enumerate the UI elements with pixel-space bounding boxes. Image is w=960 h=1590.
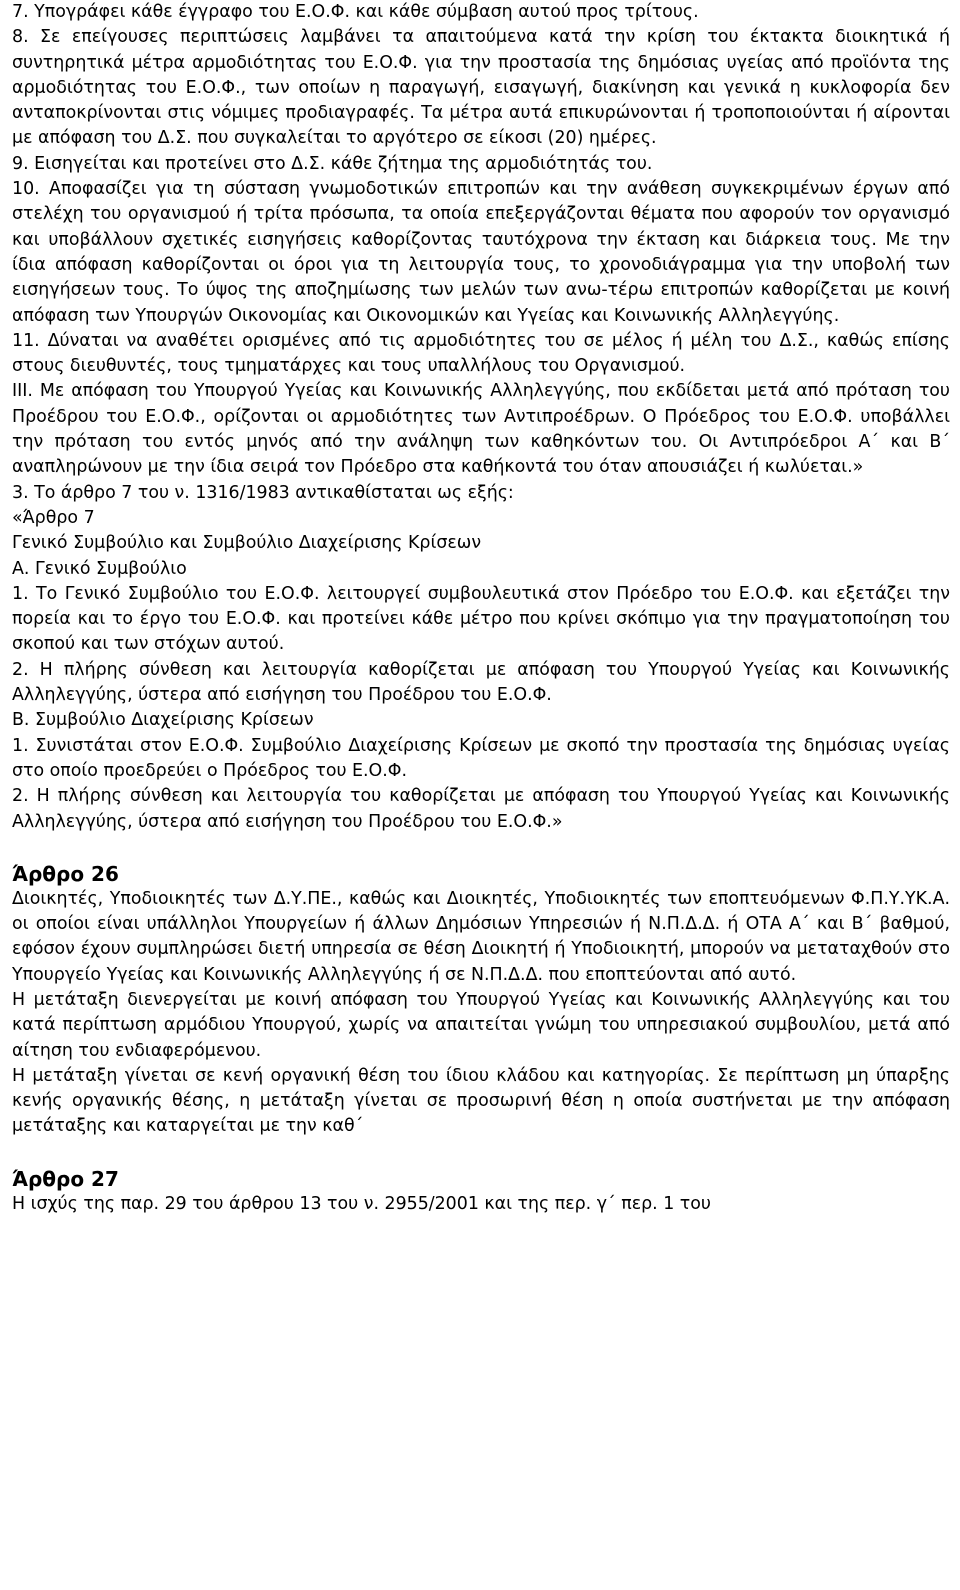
article-27-heading: Άρθρο 27 <box>12 1166 119 1191</box>
paragraph-11: 11. Δύναται να αναθέτει ορισμένες από τις αρμοδιότητες του σε μέλος ή μέλη του Δ.Σ., καθώς επίσης στους διευθυντές, τους τμηματάρχες και τους υπαλλήλους του Οργανισμού. <box>12 330 950 377</box>
article-27-paragraph-1: Η ισχύς της παρ. 29 του άρθρου 13 του ν. 2955/2001 και της περ. γ΄ περ. 1 του <box>12 1193 711 1214</box>
section-b-paragraph-2: 2. Η πλήρης σύνθεση και λειτουργία του καθορίζεται με απόφαση του Υπουργού Υγείας και Κοινωνικής Αλληλεγγύης, ύστερα από εισήγηση του Προέδρου του Ε.Ο.Φ.» <box>12 786 950 832</box>
paragraph-9: 9. Εισηγείται και προτείνει στο Δ.Σ. κάθε ζήτημα της αρμοδιότητάς του. <box>12 153 653 174</box>
article-7-title: «Άρθρο 7 <box>12 507 95 528</box>
spacer <box>12 1140 950 1166</box>
article-26-paragraph-3: Η μετάταξη γίνεται σε κενή οργανική θέση του ίδιου κλάδου και κατηγορίας. Σε περίπτωση μη ύπαρξης κενής οργανικής θέσης, η μετάταξη γίνεται σε προσωρινή θέση η οποία συστήνεται με την απόφαση μετάταξης και καταργείται με την καθ΄ <box>12 1065 950 1137</box>
article-7-subtitle: Γενικό Συμβούλιο και Συμβούλιο Διαχείρισης Κρίσεων <box>12 533 482 554</box>
paragraph-10: 10. Αποφασίζει για τη σύσταση γνωμοδοτικών επιτροπών και την ανάθεση συγκεκριμένων έργων από στελέχη του οργανισμού ή τρίτα πρόσωπα, τα οποία επεξεργάζονται θέματα που αφορούν τον οργανισμό και υποβάλλουν σχετικές εισηγήσεις καθορίζοντας ταυτόχρονα την έκταση και διάρκεια τους. Με την ίδια απόφαση καθορίζονται οι όροι για τη λειτουργία τους, το χρονοδιάγραμμα για την υποβολή των εισηγήσεων τους. Το ύψος της αποζημίωσης των μελών των ανω-τέρω επιτροπών καθορίζεται με κοινή απόφαση των Υπουργών Οικονομίας και Οικονομικών και Υγείας και Κοινωνικής Αλληλεγγύης. <box>12 179 950 326</box>
spacer <box>12 835 950 861</box>
article-26-paragraph-2: Η μετάταξη διενεργείται με κοινή απόφαση του Υπουργού Υγείας και Κοινωνικής Αλληλεγγύης και του κατά περίπτωση αρμόδιου Υπουργού, χωρίς να απαιτείται γνώμη του υπηρεσιακού συμβουλίου, μετά από αίτηση του ενδιαφερόμενου. <box>12 989 950 1061</box>
section-b-paragraph-1: 1. Συνιστάται στον Ε.Ο.Φ. Συμβούλιο Διαχείρισης Κρίσεων με σκοπό την προστασία της δημόσιας υγείας στο οποίο προεδρεύει ο Πρόεδρος του Ε.Ο.Φ. <box>12 735 950 781</box>
article-26-paragraph-1: Διοικητές, Υποδιοικητές των Δ.Υ.ΠΕ., καθώς και Διοικητές, Υποδιοικητές των εποπτευόμενων Φ.Π.Υ.ΥΚ.Α. οι οποίοι είναι υπάλληλοι Υπουργείων ή άλλων Δημόσιων Υπηρεσιών ή Ν.Π.Δ.Δ. ή ΟΤΑ Α΄ και Β΄ βαθμού, εφόσον έχουν συμπληρώσει διετή υπηρεσία σε θέση Διοικητή ή Υποδιοικητή, μπορούν να μεταταχθούν στο Υπουργείο Υγείας και Κοινωνικής Αλληλεγγύης ή σε Ν.Π.Δ.Δ. που εποπτεύονται από αυτό. <box>12 888 950 985</box>
paragraph-iii: ΙΙΙ. Με απόφαση του Υπουργού Υγείας και Κοινωνικής Αλληλεγγύης, που εκδίδεται μετά από πρόταση του Προέδρου του Ε.Ο.Φ., ορίζονται οι αρμοδιότητες των Αντιπροέδρων. Ο Πρόεδρος του Ε.Ο.Φ. υποβάλλει την πρόταση του εντός μηνός από την ανάληψη των καθηκόντων του. Οι Αντιπρόεδροι Α΄ και Β΄ αναπληρώνουν με την ίδια σειρά τον Πρόεδρο στα καθήκοντά του όταν απουσιάζει ή κωλύεται.» <box>12 381 950 478</box>
paragraph-8: 8. Σε επείγουσες περιπτώσεις λαμβάνει τα απαιτούμενα κατά την κρίση του έκτακτα διοικητικά ή συντηρητικά μέτρα αρμοδιότητας του Ε.Ο.Φ. για την προστασία της δημόσιας υγείας από προϊόντα της αρμοδιότητας του Ε.Ο.Φ., των οποίων η παραγωγή, εισαγωγή, διακίνηση και γενικά η κυκλοφορία δεν ανταποκρίνονται στις νόμιμες προδιαγραφές. Τα μέτρα αυτά επικυρώνονται ή τροποποιούνται ή αίρονται με απόφαση του Δ.Σ. που συγκαλείται το αργότερο σε είκοσι (20) ημέρες. <box>12 27 950 149</box>
paragraph-3: 3. Το άρθρο 7 του ν. 1316/1983 αντικαθίσταται ως εξής: <box>12 482 514 503</box>
section-a-title: Α. Γενικό Συμβούλιο <box>12 558 187 579</box>
document-body <box>12 0 950 1217</box>
section-a-paragraph-1: 1. Το Γενικό Συμβούλιο του Ε.Ο.Φ. λειτουργεί συμβουλευτικά στον Πρόεδρο του Ε.Ο.Φ. και εξετάζει την πορεία και το έργο του Ε.Ο.Φ. και προτείνει κάθε μέτρο που κρίνει σκόπιμο για την πραγματοποίηση του σκοπού και των στόχων αυτού. <box>12 583 950 655</box>
article-26-heading: Άρθρο 26 <box>12 861 119 886</box>
section-a-paragraph-2: 2. Η πλήρης σύνθεση και λειτουργία καθορίζεται με απόφαση του Υπουργού Υγείας και Κοινωνικής Αλληλεγγύης, ύστερα από εισήγηση του Προέδρου του Ε.Ο.Φ. <box>12 659 950 706</box>
section-b-title: Β. Συμβούλιο Διαχείρισης Κρίσεων <box>12 710 314 731</box>
paragraph-7: 7. Υπογράφει κάθε έγγραφο του Ε.Ο.Φ. και κάθε σύμβαση αυτού προς τρίτους. <box>12 2 699 22</box>
